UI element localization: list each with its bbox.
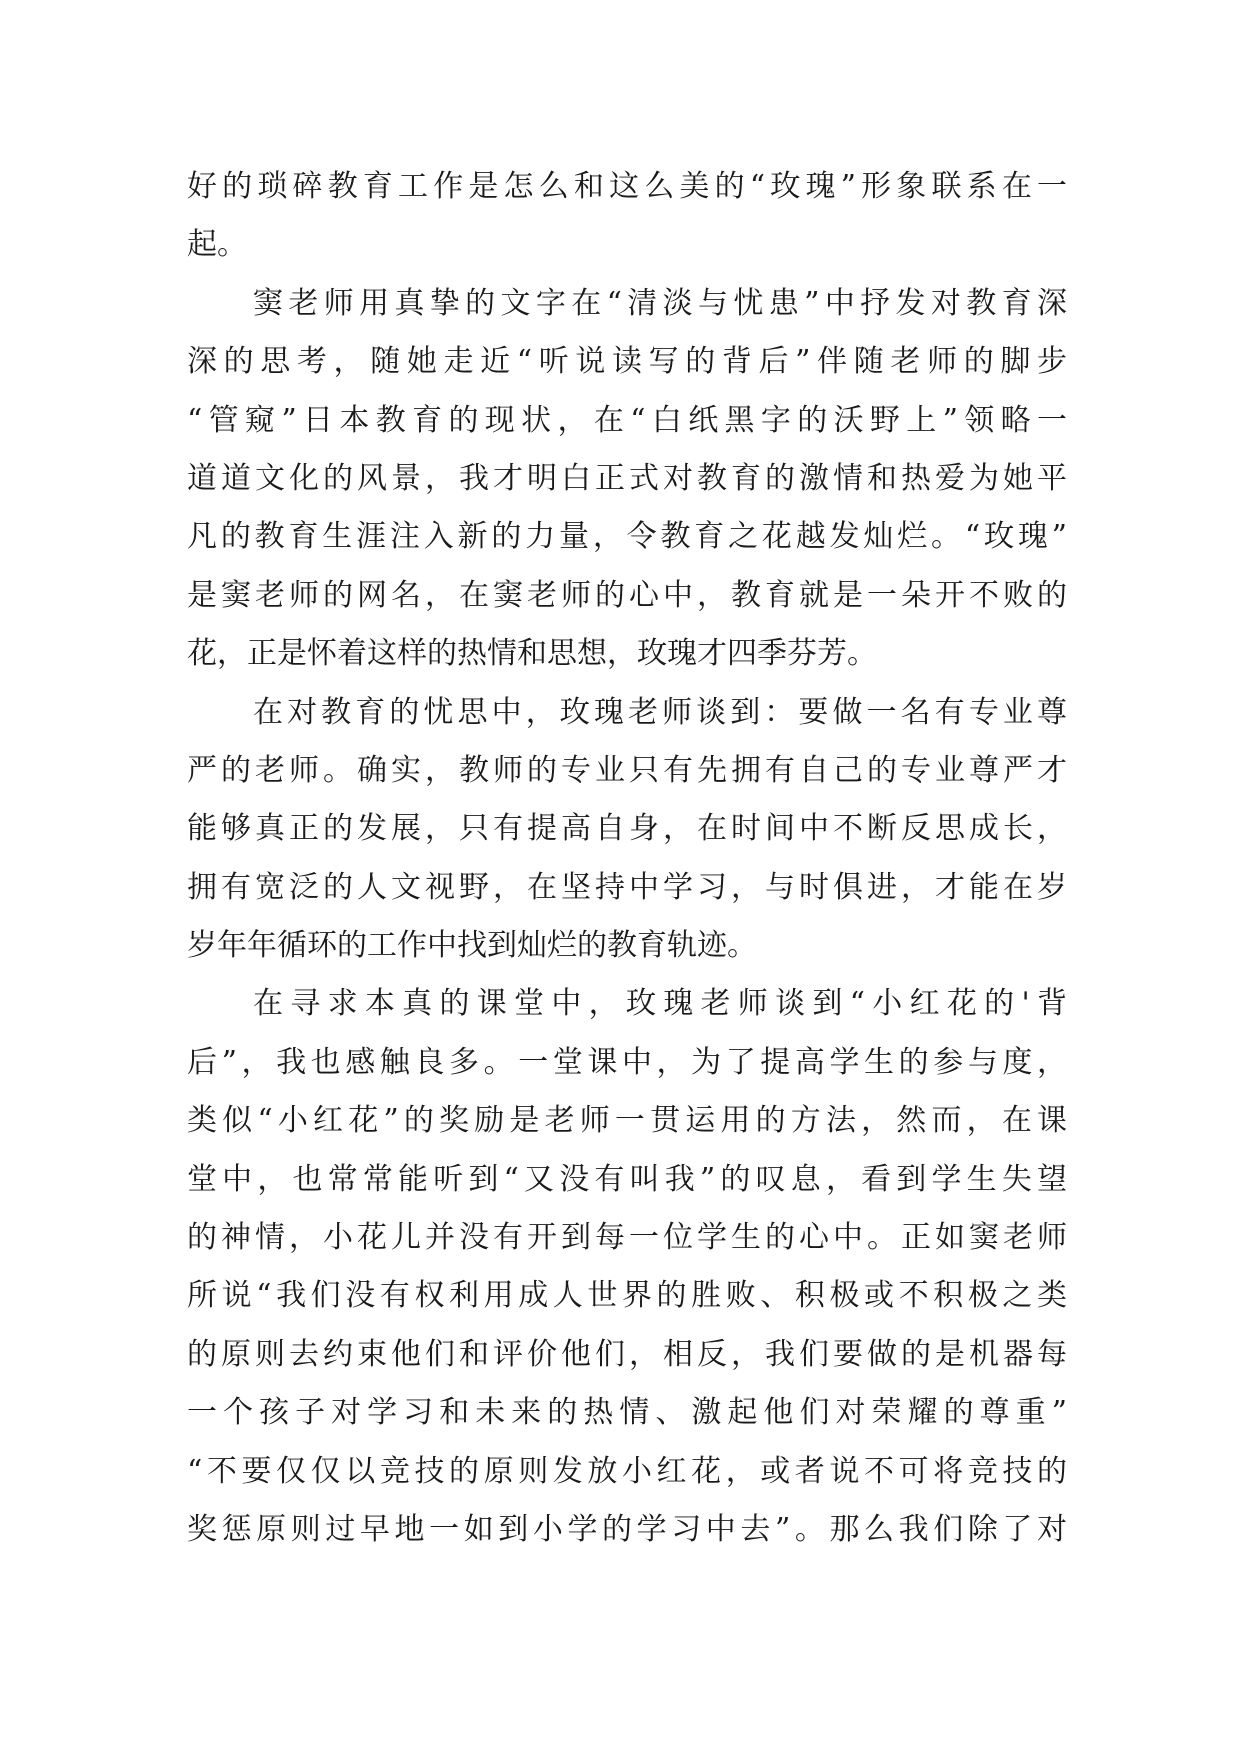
document-body-text	[187, 158, 1067, 1559]
text-line: 类似“小红花”的奖励是老师一贯运用的方法，然而，在课	[187, 1103, 1067, 1139]
text-line: 深的思考，随她走近“听说读写的背后”伴随老师的脚步	[187, 344, 1067, 380]
text-line: 凡的教育生涯注入新的力量，令教育之花越发灿烂。“玫瑰”	[187, 519, 1067, 555]
text-line: 花，正是怀着这样的热情和思想，玫瑰才四季芬芳。	[187, 636, 877, 672]
text-line: 是窦老师的网名，在窦老师的心中，教育就是一朵开不败的	[187, 577, 1067, 613]
text-line: 拥有宽泛的人文视野，在坚持中学习，与时俱进，才能在岁	[187, 869, 1067, 905]
text-line: 好的琐碎教育工作是怎么和这么美的“玫瑰”形象联系在一	[187, 169, 1067, 204]
text-line: 奖惩原则过早地一如到小学的学习中去”。那么我们除了对	[187, 1511, 1067, 1547]
text-line: 严的老师。确实，教师的专业只有先拥有自己的专业尊严才	[187, 752, 1067, 788]
text-line: 在对教育的忧思中，玫瑰老师谈到：要做一名有专业尊	[253, 694, 1067, 730]
text-line: 所说“我们没有权利用成人世界的胜败、积极或不积极之类	[187, 1278, 1067, 1314]
text-line: 道道文化的风景，我才明白正式对教育的激情和热爱为她平	[187, 460, 1067, 496]
text-line: “管窥”日本教育的现状，在“白纸黑字的沃野上”领略一	[187, 402, 1067, 438]
text-line: 起。	[187, 227, 247, 263]
text-line: 后”，我也感触良多。一堂课中，为了提高学生的参与度，	[187, 1044, 1067, 1080]
text-line: 在寻求本真的课堂中，玫瑰老师谈到“小红花的'背	[253, 986, 1067, 1022]
text-line: 的原则去约束他们和评价他们，相反，我们要做的是机器每	[187, 1336, 1067, 1372]
text-line: “不要仅仅以竞技的原则发放小红花，或者说不可将竞技的	[187, 1453, 1067, 1489]
text-line: 窦老师用真挚的文字在“清淡与忧患”中抒发对教育深	[253, 285, 1067, 321]
text-line: 岁年年循环的工作中找到灿烂的教育轨迹。	[187, 928, 757, 964]
text-line: 的神情，小花儿并没有开到每一位学生的心中。正如窦老师	[187, 1220, 1067, 1256]
text-line: 堂中，也常常能听到“又没有叫我”的叹息，看到学生失望	[187, 1161, 1067, 1197]
text-line: 能够真正的发展，只有提高自身，在时间中不断反思成长，	[187, 811, 1067, 847]
text-line: 一个孩子对学习和未来的热情、激起他们对荣耀的尊重”	[187, 1395, 1067, 1431]
